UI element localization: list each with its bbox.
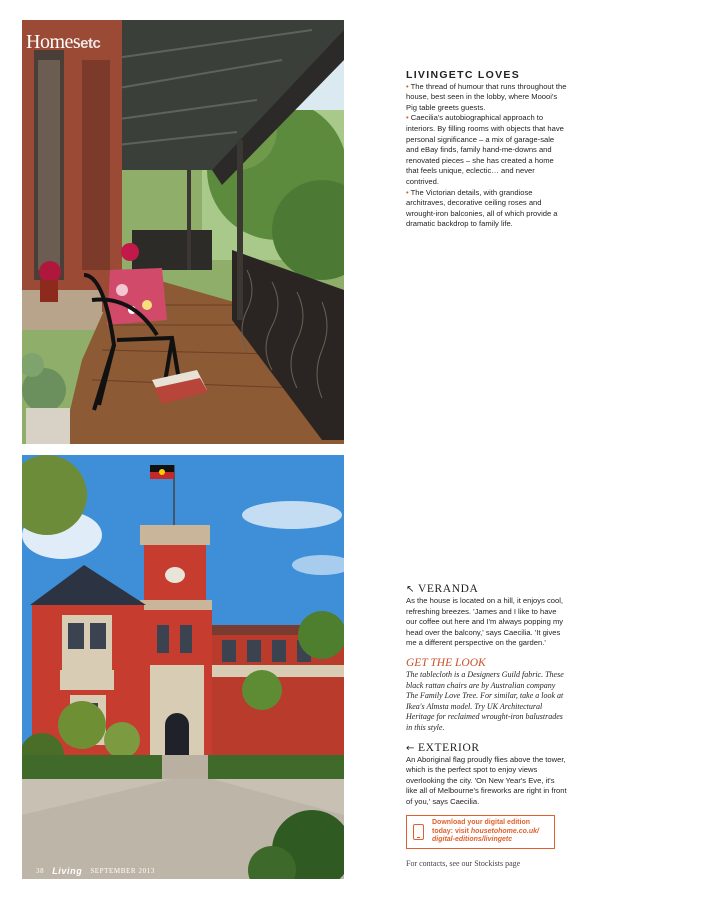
captions-column	[406, 583, 568, 816]
digital-edition-line3	[432, 836, 539, 844]
issue-date: SEPTEMBER 2013	[90, 867, 155, 875]
livingetc-loves-box	[406, 70, 568, 230]
loves-bullet	[406, 188, 568, 230]
veranda-photo	[22, 20, 344, 444]
loves-bullet-text: Caecilia's autobiographical approach to interiors. By filling rooms with objects that have personal significance – a mix of garage-sale and eBay finds, family hand-me-downs and renovated pieces – she has created a home that feels unique, eclectic… and never contrived.	[406, 113, 564, 186]
page-folio	[36, 866, 155, 876]
digital-edition-text	[432, 819, 539, 844]
loves-bullet-text: The thread of humour that runs throughout the house, best seen in the lobby, where Moooi's Pig table greets guests.	[406, 81, 567, 112]
veranda-caption: As the house is located on a hill, it enjoys cool, refreshing breezes. 'James and I like to have our coffee out here and I'm always popping my head over the balcony,' says Caecilia. 'It gives me a different perspective on the garden.'	[406, 596, 564, 648]
loves-bullet	[406, 82, 568, 114]
contacts-note: For contacts, see our Stockists page	[406, 859, 521, 868]
arrow-up-left-icon: ↖	[406, 584, 415, 595]
bullet-icon: •	[406, 81, 409, 91]
digital-edition-link-cont[interactable]: digital-editions/livingetc	[432, 836, 513, 844]
exterior-heading-text: EXTERIOR	[417, 741, 480, 754]
digital-edition-box[interactable]	[406, 815, 555, 849]
exterior-photo	[22, 455, 344, 879]
section-brand-suffix: etc	[80, 35, 101, 52]
get-the-look-heading: GET THE LOOK	[406, 656, 486, 669]
section-brand-text: Homes	[26, 31, 81, 53]
page-number: 38	[36, 867, 45, 875]
veranda-heading	[406, 583, 568, 596]
exterior-heading	[406, 742, 568, 755]
get-the-look-text: The tablecloth is a Designers Guild fabric. These black rattan chairs are by Australian company The Family Love Tree. For similar, take a look at Ikea's Almsta model. Try UK Architectural Heritage for reclaimed wrought-iron balustrades in this style.	[406, 669, 564, 732]
digital-edition-link[interactable]: housetohome.co.uk/	[470, 827, 539, 835]
bullet-icon: •	[406, 113, 409, 123]
exterior-caption: An Aboriginal flag proudly flies above the tower, which is the perfect spot to enjoy views overlooking the city. 'On New Year's Eve, it's like all of Melbourne's fireworks are right in front of you,' says Caecilia.	[406, 754, 567, 806]
loves-bullet-text: The Victorian details, with grandiose architraves, decorative ceiling roses and wrought-iron balconies, all of which provide a dramatic backdrop to family life.	[406, 187, 558, 229]
livingetc-loves-heading: LIVINGETC LOVES	[406, 69, 521, 81]
tablet-icon	[413, 824, 424, 840]
bullet-icon: •	[406, 187, 409, 197]
digital-edition-line1: Download your digital edition	[432, 819, 530, 827]
veranda-heading-text: VERANDA	[417, 583, 479, 595]
arrow-left-icon: ←	[406, 742, 415, 754]
section-logo	[26, 32, 100, 52]
magazine-name: Living	[52, 866, 83, 876]
loves-bullet	[406, 113, 568, 187]
digital-edition-line2	[432, 828, 539, 836]
digital-edition-prefix: today: visit	[432, 827, 471, 835]
